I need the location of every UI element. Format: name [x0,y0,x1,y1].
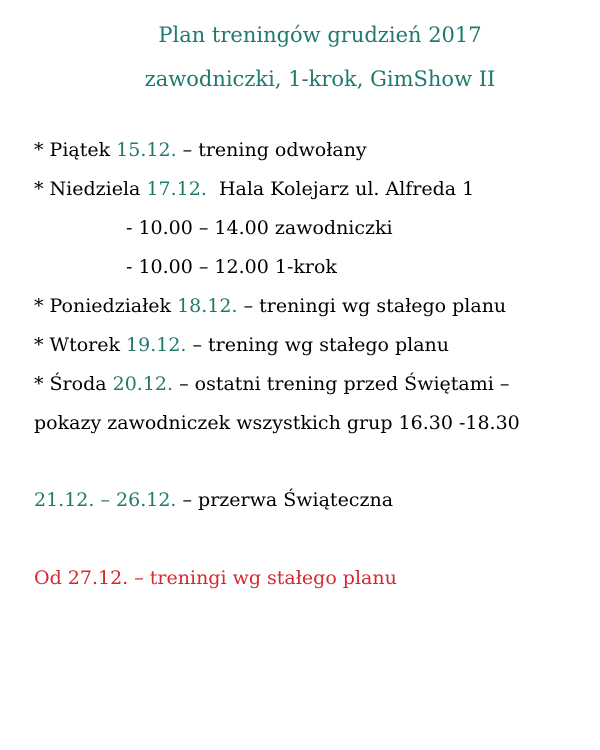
schedule-note: – ostatni trening przed Świętami – [173,373,510,395]
holiday-text: – przerwa Świąteczna [176,489,394,511]
holiday-break [34,487,393,513]
schedule-day: * Wtorek [34,334,127,356]
schedule-date: 20.12. [112,373,174,395]
page-subtitle: zawodniczki, 1-krok, GimShow II [144,67,496,91]
schedule-day: * Poniedziałek [34,295,178,317]
schedule-location: Hala Kolejarz ul. Alfreda 1 [206,178,475,200]
schedule-note: – trening wg stałego planu [186,334,450,356]
schedule-date: 15.12. [116,139,177,161]
schedule-subitem-competitors: - 10.00 – 14.00 zawodniczki [126,217,393,239]
schedule-continuation: pokazy zawodniczek wszystkich grup 16.30 -18.30 [34,412,520,434]
schedule-item-monday [34,293,506,319]
schedule-day: * Niedziela [34,178,147,200]
schedule-day: * Piątek [34,139,117,161]
schedule-item-friday [34,137,367,163]
schedule-note: – treningi wg stałego planu [237,295,507,317]
schedule-item-tuesday [34,332,449,358]
holiday-dates: 21.12. – 26.12. [34,489,177,511]
schedule-date: 17.12. [146,178,207,200]
page-title: Plan treningów grudzień 2017 [158,23,482,47]
schedule-date: 18.12. [177,295,238,317]
schedule-date: 19.12. [126,334,187,356]
schedule-subitem-1-krok: - 10.00 – 12.00 1-krok [126,256,337,278]
schedule-item-sunday [34,176,474,202]
resume-notice: Od 27.12. – treningi wg stałego planu [34,567,397,589]
schedule-day: * Środa [34,373,113,395]
schedule-note: – trening odwołany [176,139,367,161]
schedule-item-wednesday [34,371,509,397]
